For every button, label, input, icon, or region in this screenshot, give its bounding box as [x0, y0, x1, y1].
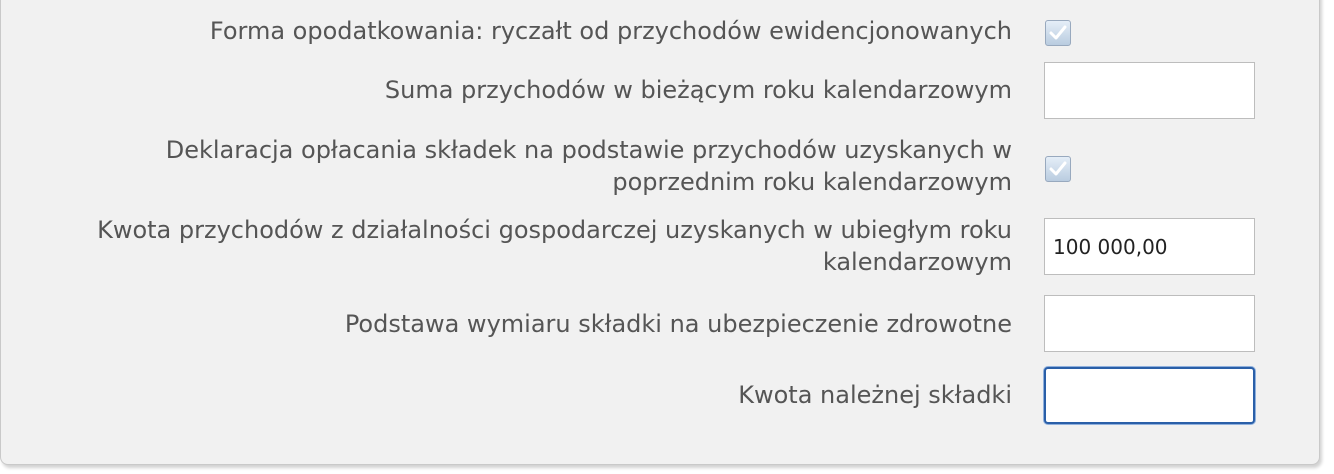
label-tax-form: Forma opodatkowania: ryczałt od przychodów ewidencjonowanych: [209, 17, 1012, 45]
health-contribution-base-input[interactable]: [1044, 295, 1255, 352]
checkmark-icon: [1048, 23, 1068, 43]
label-income-previous-year: Kwota przychodów z działalności gospodarczej uzyskanych w ubiegłym roku kalendarzowym: [97, 216, 1012, 276]
income-current-year-input[interactable]: [1044, 62, 1255, 119]
checkmark-icon: [1048, 159, 1068, 179]
income-previous-year-input[interactable]: [1044, 218, 1255, 275]
label-income-current-year: Suma przychodów w bieżącym roku kalendarzowym: [384, 76, 1012, 104]
checkbox-declaration-previous-year[interactable]: [1045, 156, 1071, 182]
label-contribution-amount: Kwota należnej składki: [738, 381, 1012, 409]
contribution-amount-input[interactable]: [1044, 367, 1255, 424]
checkbox-tax-form-lump-sum[interactable]: [1045, 20, 1071, 46]
label-declaration-previous-year: Deklaracja opłacania składek na podstawie przychodów uzyskanych w poprzednim roku kalendarzowym: [165, 136, 1012, 196]
label-health-contribution-base: Podstawa wymiaru składki na ubezpieczenie zdrowotne: [344, 310, 1012, 338]
